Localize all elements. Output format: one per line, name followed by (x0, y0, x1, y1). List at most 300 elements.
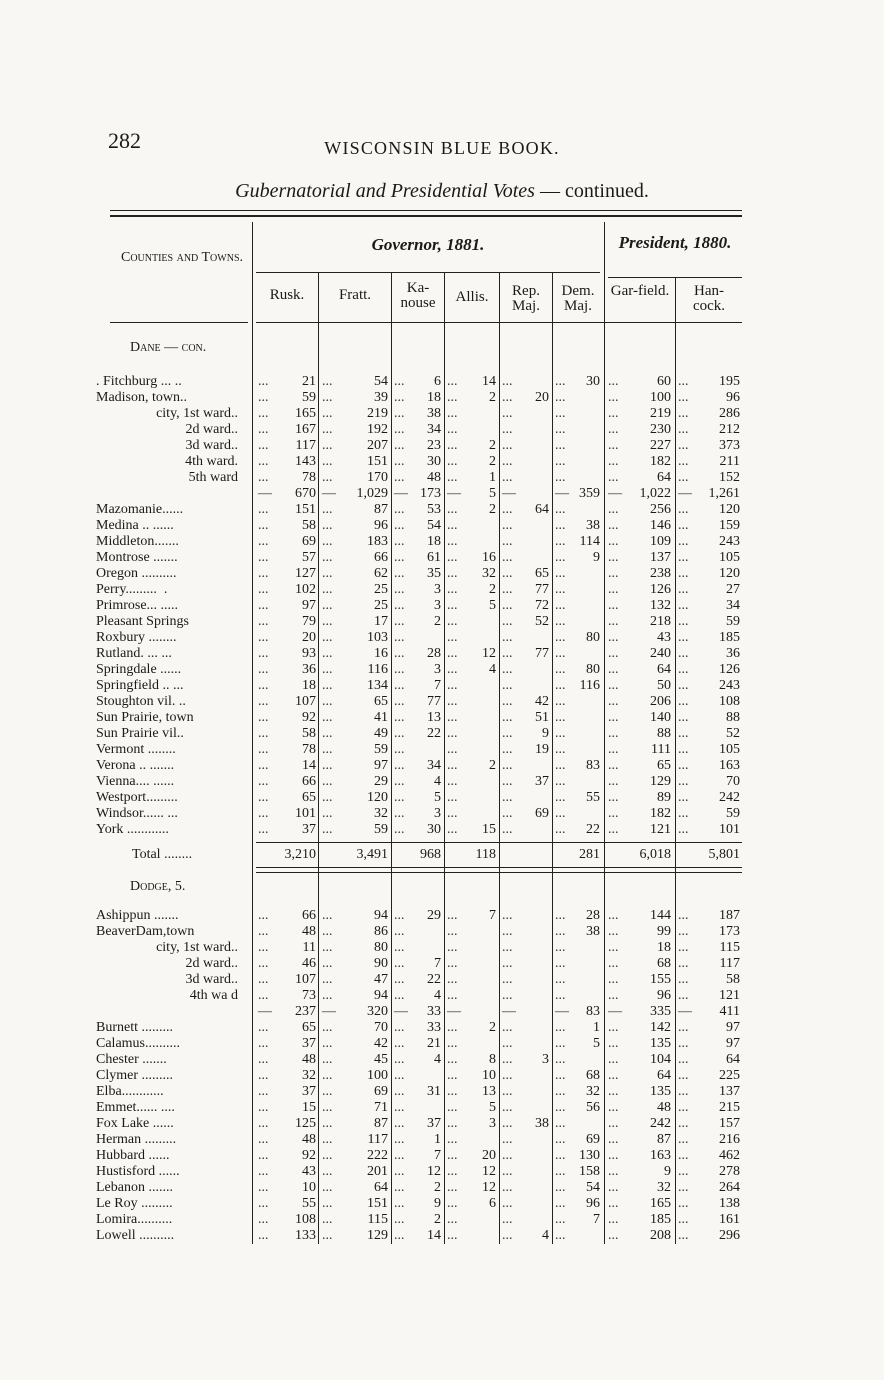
cell-fratt: 32 (374, 806, 388, 821)
leader-dots: — (555, 486, 569, 501)
leader-dots: ... (447, 972, 458, 987)
leader-dots: ... (678, 470, 689, 485)
governor-header: Governor, 1881. (371, 235, 485, 254)
cell-garfield: 230 (650, 422, 671, 437)
leader-dots: ... (394, 1180, 405, 1195)
cell-rusk: 73 (302, 988, 316, 1003)
cell-allis: 3 (489, 1116, 496, 1131)
leader-dots: ... (555, 470, 566, 485)
cell-kanouse: 30 (427, 822, 441, 837)
leader-dots: ... (322, 470, 333, 485)
leader-dots: ... (258, 502, 269, 517)
leader-dots: ... (555, 1228, 566, 1243)
town-name: Lebanon ....... (96, 1180, 173, 1195)
table-row (0, 1036, 884, 1052)
cell-kanouse: 7 (434, 956, 441, 971)
cell-fratt: 64 (374, 1180, 388, 1195)
leader-dots: ... (555, 550, 566, 565)
leader-dots: ... (502, 470, 513, 485)
cell-fratt: 70 (374, 1020, 388, 1035)
cell-fratt: 117 (367, 1132, 388, 1147)
cell-hancock: 411 (719, 1004, 740, 1019)
leader-dots: ... (555, 988, 566, 1003)
leader-dots: ... (258, 1036, 269, 1051)
town-name: Springfield .. ... (96, 678, 184, 693)
cell-rep: 64 (535, 502, 549, 517)
leader-dots: ... (678, 1196, 689, 1211)
cell-hancock: 157 (719, 1116, 740, 1131)
leader-dots: ... (608, 1180, 619, 1195)
leader-dots: ... (394, 598, 405, 613)
leader-dots: ... (447, 758, 458, 773)
leader-dots: ... (258, 582, 269, 597)
cell-rusk: 55 (302, 1196, 316, 1211)
cell-allis: 2 (489, 758, 496, 773)
leader-dots: ... (678, 1132, 689, 1147)
leader-dots: ... (555, 924, 566, 939)
leader-dots: ... (502, 774, 513, 789)
table-row (0, 806, 884, 822)
leader-dots: ... (608, 534, 619, 549)
cell-garfield: 242 (650, 1116, 671, 1131)
town-name: Clymer ......... (96, 1068, 173, 1083)
cell-rusk: 107 (295, 972, 316, 987)
cell-rusk: 59 (302, 390, 316, 405)
table-row (0, 1212, 884, 1228)
cell-hancock: 105 (719, 742, 740, 757)
leader-dots: ... (555, 822, 566, 837)
town-name: Westport......... (96, 790, 178, 805)
cell-dem: 30 (586, 374, 600, 389)
cell-fratt: 192 (367, 422, 388, 437)
leader-dots: ... (258, 678, 269, 693)
cell-allis: 5 (489, 1100, 496, 1115)
top-double-rule (110, 210, 742, 211)
leader-dots: ... (608, 1228, 619, 1243)
cell-allis: 10 (482, 1068, 496, 1083)
leader-dots: ... (502, 694, 513, 709)
cell-garfield: 182 (650, 454, 671, 469)
cell-allis: 13 (482, 1084, 496, 1099)
cell-rusk: 58 (302, 726, 316, 741)
dane-heading: Dane — con. (130, 340, 207, 355)
leader-dots: ... (608, 726, 619, 741)
cell-dem: 56 (586, 1100, 600, 1115)
leader-dots: ... (502, 1180, 513, 1195)
cell-garfield: 64 (657, 470, 671, 485)
cell-hancock: 278 (719, 1164, 740, 1179)
cell-kanouse: 28 (427, 646, 441, 661)
leader-dots: ... (502, 822, 513, 837)
cell-allis: 12 (482, 646, 496, 661)
leader-dots: ... (394, 646, 405, 661)
cell-fratt: 320 (367, 1004, 388, 1019)
leader-dots: ... (608, 1148, 619, 1163)
table-row (0, 646, 884, 662)
cell-rusk: 20 (302, 630, 316, 645)
leader-dots: ... (447, 422, 458, 437)
leader-dots: ... (394, 694, 405, 709)
leader-dots: ... (678, 1020, 689, 1035)
leader-dots: ... (608, 582, 619, 597)
leader-dots: ... (608, 502, 619, 517)
leader-dots: ... (322, 1148, 333, 1163)
cell-dem: 114 (579, 534, 600, 549)
town-name: Lowell .......... (96, 1228, 175, 1243)
leader-dots: ... (502, 1036, 513, 1051)
leader-dots: ... (555, 806, 566, 821)
cell-garfield: 135 (650, 1084, 671, 1099)
leader-dots: ... (394, 742, 405, 757)
leader-dots: ... (394, 582, 405, 597)
leader-dots: ... (555, 566, 566, 581)
leader-dots: ... (258, 1164, 269, 1179)
cell-kanouse: 2 (434, 1212, 441, 1227)
cell-allis: 2 (489, 390, 496, 405)
leader-dots: ... (608, 790, 619, 805)
leader-dots: ... (258, 566, 269, 581)
cell-garfield: 89 (657, 790, 671, 805)
leader-dots: ... (322, 940, 333, 955)
table-row (0, 374, 884, 390)
cell-kanouse: 23 (427, 438, 441, 453)
cell-hancock: 173 (719, 924, 740, 939)
leader-dots: ... (394, 662, 405, 677)
table-row (0, 582, 884, 598)
cell-garfield: 100 (650, 390, 671, 405)
leader-dots: ... (502, 598, 513, 613)
leader-dots: ... (608, 646, 619, 661)
cell-fratt: 96 (374, 518, 388, 533)
leader-dots: ... (447, 806, 458, 821)
leader-dots: ... (394, 806, 405, 821)
leader-dots: ... (447, 566, 458, 581)
leader-dots: ... (447, 790, 458, 805)
leader-dots: ... (678, 710, 689, 725)
leader-dots: ... (502, 582, 513, 597)
leader-dots: ... (447, 1020, 458, 1035)
leader-dots: ... (258, 806, 269, 821)
cell-garfield: 43 (657, 630, 671, 645)
leader-dots: ... (322, 566, 333, 581)
cell-rusk: 78 (302, 470, 316, 485)
leader-dots: ... (322, 502, 333, 517)
cell-fratt: 134 (367, 678, 388, 693)
leader-dots: ... (394, 614, 405, 629)
table-row (0, 988, 884, 1004)
leader-dots: ... (394, 758, 405, 773)
cell-fratt: 62 (374, 566, 388, 581)
leader-dots: ... (555, 1068, 566, 1083)
cell-hancock: 187 (719, 908, 740, 923)
leader-dots: ... (555, 742, 566, 757)
leader-dots: ... (678, 774, 689, 789)
running-head: WISCONSIN BLUE BOOK. (324, 138, 560, 158)
leader-dots: ... (678, 534, 689, 549)
cell-garfield: 129 (650, 774, 671, 789)
leader-dots: ... (608, 470, 619, 485)
leader-dots: ... (394, 924, 405, 939)
header-bottom-rule (110, 322, 248, 323)
leader-dots: ... (608, 374, 619, 389)
cell-fratt: 39 (374, 390, 388, 405)
cell-hancock: 159 (719, 518, 740, 533)
leader-dots: — (258, 1004, 272, 1019)
cell-rep: 52 (535, 614, 549, 629)
town-name: Montrose ....... (96, 550, 178, 565)
leader-dots: ... (608, 956, 619, 971)
leader-dots: ... (258, 1228, 269, 1243)
cell-fratt: 103 (367, 630, 388, 645)
leader-dots: ... (555, 630, 566, 645)
leader-dots: ... (322, 806, 333, 821)
leader-dots: ... (502, 1116, 513, 1131)
leader-dots: ... (678, 1228, 689, 1243)
leader-dots: ... (394, 822, 405, 837)
page-number: 282 (108, 128, 141, 153)
leader-dots: — (608, 1004, 622, 1019)
leader-dots: ... (502, 924, 513, 939)
cell-rep: 51 (535, 710, 549, 725)
total-dem: 281 (579, 847, 600, 862)
leader-dots: ... (258, 822, 269, 837)
leader-dots: ... (447, 550, 458, 565)
leader-dots: ... (502, 988, 513, 1003)
cell-allis: 16 (482, 550, 496, 565)
leader-dots: ... (258, 1116, 269, 1131)
leader-dots: ... (678, 502, 689, 517)
leader-dots: ... (322, 758, 333, 773)
governor-rule (256, 272, 600, 273)
leader-dots: ... (394, 1036, 405, 1051)
cell-fratt: 29 (374, 774, 388, 789)
cell-dem: 83 (586, 1004, 600, 1019)
cell-hancock: 121 (719, 988, 740, 1003)
cell-kanouse: 3 (434, 582, 441, 597)
leader-dots: ... (394, 470, 405, 485)
cell-kanouse: 7 (434, 678, 441, 693)
leader-dots: ... (258, 758, 269, 773)
leader-dots: ... (502, 630, 513, 645)
cell-fratt: 54 (374, 374, 388, 389)
leader-dots: ... (608, 758, 619, 773)
leader-dots: ... (258, 1212, 269, 1227)
table-row (0, 1180, 884, 1196)
cell-dem: 68 (586, 1068, 600, 1083)
cell-kanouse: 2 (434, 614, 441, 629)
town-name: Verona .. ....... (96, 758, 175, 773)
table-row (0, 438, 884, 454)
cell-hancock: 36 (726, 646, 740, 661)
leader-dots: ... (608, 1020, 619, 1035)
cell-hancock: 101 (719, 822, 740, 837)
cell-hancock: 88 (726, 710, 740, 725)
cell-garfield: 50 (657, 678, 671, 693)
cell-hancock: 105 (719, 550, 740, 565)
cell-dem: 96 (586, 1196, 600, 1211)
cell-fratt: 59 (374, 742, 388, 757)
cell-hancock: 34 (726, 598, 740, 613)
cell-garfield: 88 (657, 726, 671, 741)
leader-dots: ... (555, 1052, 566, 1067)
cell-hancock: 211 (719, 454, 740, 469)
cell-garfield: 126 (650, 582, 671, 597)
leader-dots: ... (502, 438, 513, 453)
leader-dots: ... (447, 1196, 458, 1211)
leader-dots: ... (447, 822, 458, 837)
cell-garfield: 165 (650, 1196, 671, 1211)
cell-rusk: 66 (302, 774, 316, 789)
cell-dem: 54 (586, 1180, 600, 1195)
cell-kanouse: 173 (420, 486, 441, 501)
leader-dots: ... (258, 614, 269, 629)
cell-allis: 8 (489, 1052, 496, 1067)
leader-dots: ... (502, 940, 513, 955)
cell-dem: 1 (593, 1020, 600, 1035)
leader-dots: ... (608, 1036, 619, 1051)
leader-dots: ... (447, 390, 458, 405)
leader-dots: ... (394, 630, 405, 645)
cell-hancock: 286 (719, 406, 740, 421)
leader-dots: ... (322, 1228, 333, 1243)
cell-dem: 7 (593, 1212, 600, 1227)
cell-hancock: 137 (719, 1084, 740, 1099)
cell-dem: 83 (586, 758, 600, 773)
cell-hancock: 126 (719, 662, 740, 677)
cell-rusk: 79 (302, 614, 316, 629)
leader-dots: ... (555, 614, 566, 629)
cell-rusk: 97 (302, 598, 316, 613)
leader-dots: ... (678, 582, 689, 597)
leader-dots: ... (394, 374, 405, 389)
cell-fratt: 87 (374, 1116, 388, 1131)
town-name: Hubbard ...... (96, 1148, 170, 1163)
cell-kanouse: 53 (427, 502, 441, 517)
cell-fratt: 97 (374, 758, 388, 773)
leader-dots: ... (447, 518, 458, 533)
leader-dots: — (447, 486, 461, 501)
leader-dots: ... (258, 1196, 269, 1211)
leader-dots: ... (447, 582, 458, 597)
town-name: Burnett ......... (96, 1020, 173, 1035)
leader-dots: ... (322, 534, 333, 549)
cell-allis: 20 (482, 1148, 496, 1163)
dodge-heading: Dodge, 5. (130, 879, 186, 894)
leader-dots: ... (394, 1084, 405, 1099)
cell-garfield: 32 (657, 1180, 671, 1195)
leader-dots: ... (258, 518, 269, 533)
leader-dots: — (555, 1004, 569, 1019)
leader-dots: ... (608, 972, 619, 987)
cell-allis: 6 (489, 1196, 496, 1211)
leader-dots: ... (678, 726, 689, 741)
cell-rep: 77 (535, 646, 549, 661)
town-name: Mazomanie...... (96, 502, 184, 517)
table-row (0, 1004, 884, 1020)
col-header-garfield: Gar-field. (610, 283, 670, 299)
leader-dots: ... (678, 988, 689, 1003)
leader-dots: ... (394, 550, 405, 565)
leader-dots: ... (447, 774, 458, 789)
table-row (0, 1228, 884, 1244)
leader-dots: ... (502, 972, 513, 987)
leader-dots: ... (555, 1148, 566, 1163)
leader-dots: ... (447, 630, 458, 645)
leader-dots: ... (678, 518, 689, 533)
leader-dots: ... (322, 454, 333, 469)
leader-dots: ... (322, 1212, 333, 1227)
cell-dem: 55 (586, 790, 600, 805)
leader-dots: ... (678, 742, 689, 757)
leader-dots: ... (608, 1164, 619, 1179)
leader-dots: ... (394, 774, 405, 789)
leader-dots: ... (258, 422, 269, 437)
cell-rusk: 18 (302, 678, 316, 693)
leader-dots: ... (555, 502, 566, 517)
cell-dem: 158 (579, 1164, 600, 1179)
leader-dots: — (322, 1004, 336, 1019)
leader-dots: ... (447, 662, 458, 677)
leader-dots: ... (258, 1100, 269, 1115)
table-row (0, 1084, 884, 1100)
leader-dots: ... (555, 662, 566, 677)
cell-garfield: 256 (650, 502, 671, 517)
leader-dots: ... (608, 550, 619, 565)
table-row (0, 678, 884, 694)
leader-dots: ... (608, 614, 619, 629)
leader-dots: ... (555, 1132, 566, 1147)
leader-dots: ... (502, 742, 513, 757)
town-name: 2d ward.. (185, 956, 238, 971)
cell-garfield: 146 (650, 518, 671, 533)
leader-dots: ... (608, 630, 619, 645)
cell-kanouse: 22 (427, 972, 441, 987)
leader-dots: ... (608, 678, 619, 693)
leader-dots: ... (258, 406, 269, 421)
leader-dots: ... (555, 534, 566, 549)
leader-dots: ... (447, 1132, 458, 1147)
leader-dots: ... (322, 1116, 333, 1131)
cell-fratt: 100 (367, 1068, 388, 1083)
cell-allis: 32 (482, 566, 496, 581)
leader-dots: ... (502, 422, 513, 437)
cell-rusk: 58 (302, 518, 316, 533)
leader-dots: ... (608, 454, 619, 469)
leader-dots: ... (258, 630, 269, 645)
cell-hancock: 59 (726, 614, 740, 629)
leader-dots: ... (447, 1164, 458, 1179)
leader-dots: ... (555, 518, 566, 533)
cell-rep: 69 (535, 806, 549, 821)
leader-dots: ... (502, 1148, 513, 1163)
cell-kanouse: 77 (427, 694, 441, 709)
leader-dots: ... (322, 422, 333, 437)
leader-dots: — (394, 486, 408, 501)
cell-dem: 38 (586, 518, 600, 533)
leader-dots: ... (394, 1132, 405, 1147)
cell-allis: 1 (489, 470, 496, 485)
leader-dots: ... (608, 406, 619, 421)
cell-garfield: 206 (650, 694, 671, 709)
cell-kanouse: 7 (434, 1148, 441, 1163)
cell-garfield: 121 (650, 822, 671, 837)
col-header-dem-maj: Dem. Maj. (561, 283, 595, 314)
cell-fratt: 201 (367, 1164, 388, 1179)
leader-dots: ... (322, 710, 333, 725)
cell-rusk: 69 (302, 534, 316, 549)
leader-dots: ... (608, 1116, 619, 1131)
leader-dots: ... (394, 790, 405, 805)
